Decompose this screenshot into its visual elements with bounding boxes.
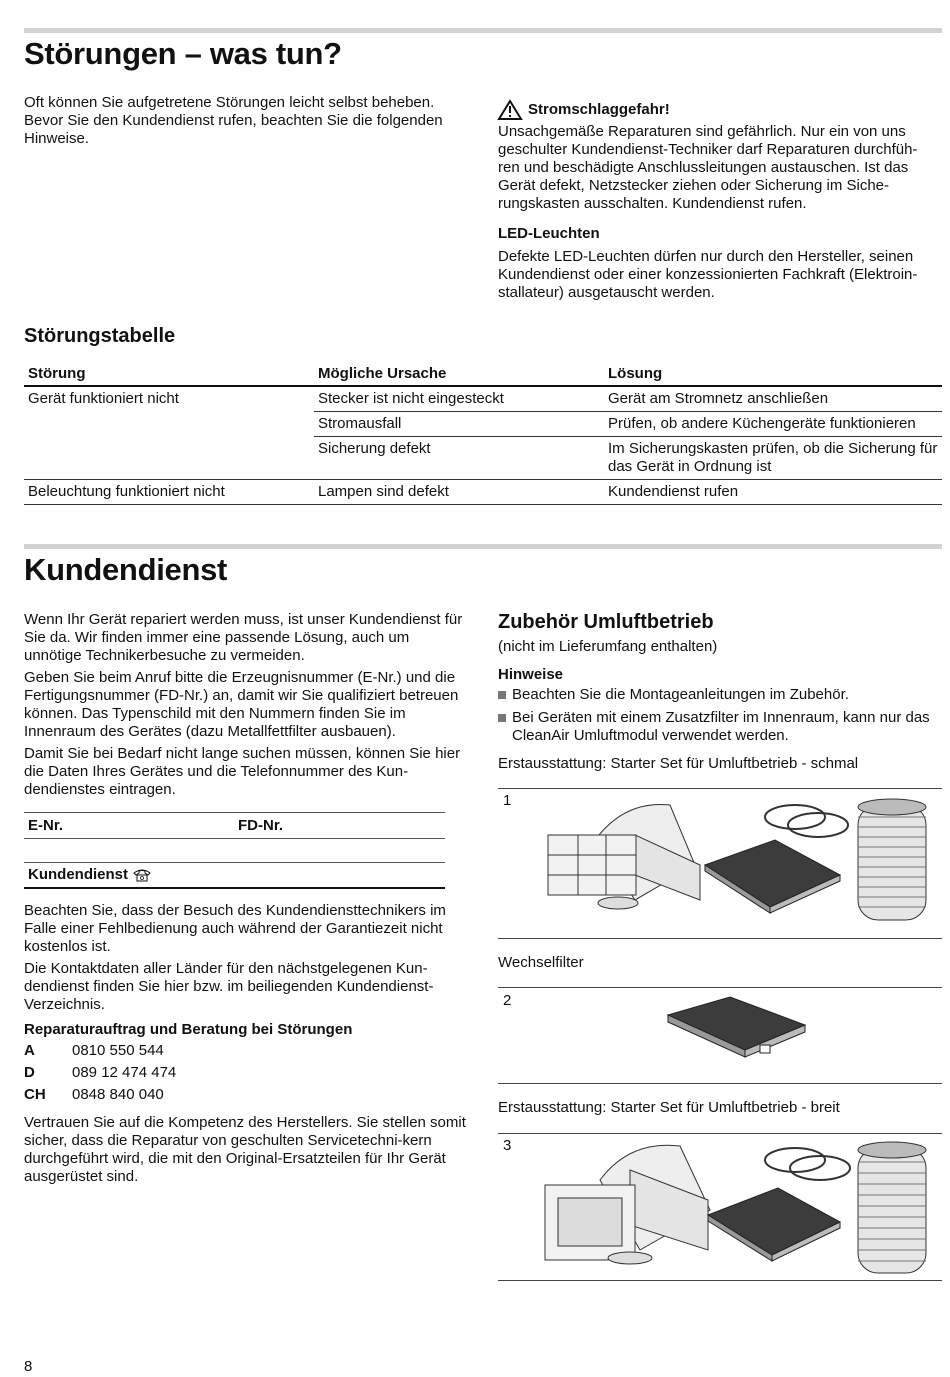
- section-title-service: Kundendienst: [24, 552, 228, 587]
- table-header-row: [24, 362, 942, 386]
- repair-title: Reparaturauftrag und Beratung bei Störungen: [24, 1021, 353, 1038]
- figure-number: 1: [503, 792, 512, 809]
- page-number: 8: [24, 1358, 33, 1375]
- table-header: Mögliche Ursache: [314, 362, 604, 386]
- phone-number: 089 12 474 474: [72, 1064, 177, 1081]
- table-title: Störungstabelle: [24, 325, 176, 347]
- led-text: Defekte LED-Leuchten dürfen nur durch den Hersteller, seinen Kundendienst oder einer konzessionierten Fachkraft (Elektroin-stallateur) ausgetauscht werden.: [498, 248, 918, 301]
- phone-country-code: A: [24, 1042, 35, 1059]
- intro-text: Oft können Sie aufgetretene Störungen leicht selbst beheben. Bevor Sie den Kundendienst rufen, beachten Sie die folgenden Hinweise.: [24, 94, 443, 147]
- warning-text: Unsachgemäße Reparaturen sind gefährlich. Nur ein von uns geschulter Kundendienst-Techniker darf Reparaturen durchfüh-ren und beschädigte Anschlussleitungen austauschen. Ist das Gerät defekt, Netzstecker ziehen oder Sicherung im Siche-rungskasten ausschalten. Kundendienst rufen.: [498, 123, 918, 212]
- form-line: [24, 812, 445, 813]
- phone-row: [24, 1064, 176, 1082]
- section-title-troubleshooting: Störungen – was tun?: [24, 36, 342, 71]
- starter-set-wide-illustration: [540, 1140, 940, 1280]
- phone-number: 0848 840 040: [72, 1086, 164, 1103]
- section-bar: [24, 28, 942, 33]
- table-cell: Gerät am Stromnetz anschließen: [604, 386, 942, 412]
- starter-set-narrow-illustration: [540, 795, 940, 935]
- table-cell: Beleuchtung funktioniert nicht: [24, 480, 314, 505]
- table-row: [24, 437, 942, 480]
- accessories-subtitle: (nicht im Lieferumfang enthalten): [498, 638, 718, 655]
- accessories-title: Zubehör Umluftbetrieb: [498, 611, 714, 633]
- form-line: [24, 862, 445, 863]
- figure-frame-top: [498, 788, 942, 789]
- list-item: Bei Geräten mit einem Zusatzfilter im Innenraum, kann nur das CleanAir Umluftmodul verwendet werden.: [498, 709, 942, 745]
- table-cell: [24, 412, 314, 437]
- service-paragraph: Damit Sie bei Bedarf nicht lange suchen müssen, können Sie hier die Daten Ihres Gerätes und die Telefonnummer des Kun-dendienstes eintragen.: [24, 745, 461, 798]
- trouble-table: [24, 362, 942, 505]
- table-cell: Im Sicherungskasten prüfen, ob die Sicherung für das Gerät in Ordnung ist: [604, 437, 942, 480]
- warning-triangle-icon: [498, 100, 522, 120]
- table-cell: Lampen sind defekt: [314, 480, 604, 505]
- accessory-label: Wechselfilter: [498, 954, 584, 971]
- service-paragraph: Beachten Sie, dass der Besuch des Kundendiensttechnikers im Falle einer Fehlbedienung auch während der Garantiezeit nicht kostenlos ist.: [24, 902, 446, 955]
- phone-row: [24, 1042, 164, 1060]
- table-cell: Kundendienst rufen: [604, 480, 942, 505]
- telephone-icon: [133, 868, 151, 882]
- service-paragraph: Die Kontaktdaten aller Länder für den nächstgelegenen Kun-dendienst finden Sie hier bzw. im beiliegenden Kundendienst-Verzeichnis.: [24, 960, 434, 1013]
- phone-number: 0810 550 544: [72, 1042, 164, 1059]
- table-row: [24, 412, 942, 437]
- accessory-label: Erstausstattung: Starter Set für Umluftbetrieb - schmal: [498, 755, 859, 772]
- warning-title: Stromschlaggefahr!: [528, 101, 670, 118]
- table-row: [24, 480, 942, 505]
- figure-frame-top: [498, 987, 942, 988]
- figure-frame-bottom: [498, 938, 942, 939]
- phone-row: [24, 1086, 164, 1104]
- led-title: LED-Leuchten: [498, 225, 600, 242]
- table-header: Störung: [24, 362, 314, 386]
- form-line: [24, 887, 445, 889]
- table-cell: Stromausfall: [314, 412, 604, 437]
- service-paragraph: Geben Sie beim Anruf bitte die Erzeugnisnummer (E-Nr.) und die Fertigungsnummer (FD-Nr.) an, damit wir Sie qualifiziert betreuen können. Das Typenschild mit den Nummern finden Sie im Innenraum des Gerätes (dazu Metallfettfilter ausbauen).: [24, 669, 459, 740]
- table-cell: Sicherung defekt: [314, 437, 604, 480]
- table-cell: Gerät funktioniert nicht: [28, 390, 179, 407]
- phone-country-code: D: [24, 1064, 35, 1081]
- accessory-label: Erstausstattung: Starter Set für Umluftbetrieb - breit: [498, 1099, 840, 1116]
- form-label-enr: E-Nr.: [28, 817, 64, 834]
- form-label-fdnr: FD-Nr.: [238, 817, 283, 834]
- table-cell: Stecker ist nicht eingesteckt: [314, 386, 604, 412]
- table-cell: Prüfen, ob andere Küchengeräte funktionieren: [604, 412, 942, 437]
- notes-list: [498, 686, 942, 750]
- phone-country-code: CH: [24, 1086, 46, 1103]
- table-row: [24, 386, 942, 412]
- table-cell: [24, 437, 314, 480]
- list-item: Beachten Sie die Montageanleitungen im Zubehör.: [498, 686, 942, 704]
- figure-number: 3: [503, 1137, 512, 1154]
- notes-title: Hinweise: [498, 666, 564, 683]
- service-paragraph: Wenn Ihr Gerät repariert werden muss, ist unser Kundendienst für Sie da. Wir finden immer eine passende Lösung, auch um unnötige Technikerbesuche zu vermeiden.: [24, 611, 463, 664]
- table-header: Lösung: [604, 362, 942, 386]
- section-bar: [24, 544, 942, 549]
- figure-number: 2: [503, 992, 512, 1009]
- form-label-service: [28, 866, 151, 884]
- warning-heading: [498, 100, 670, 120]
- figure-frame-bottom: [498, 1083, 942, 1084]
- service-paragraph: Vertrauen Sie auf die Kompetenz des Herstellers. Sie stellen somit sicher, dass die Reparatur von geschulten Servicetechni-kern durchgeführt wird, die mit den Original-Ersatzteilen für Ihr Gerät ausgerüstet sind.: [24, 1114, 466, 1185]
- figure-frame-bottom: [498, 1280, 942, 1281]
- form-label-service-text: Kundendienst: [28, 866, 128, 883]
- figure-frame-top: [498, 1133, 942, 1134]
- form-line: [24, 838, 445, 839]
- replacement-filter-illustration: [660, 995, 810, 1060]
